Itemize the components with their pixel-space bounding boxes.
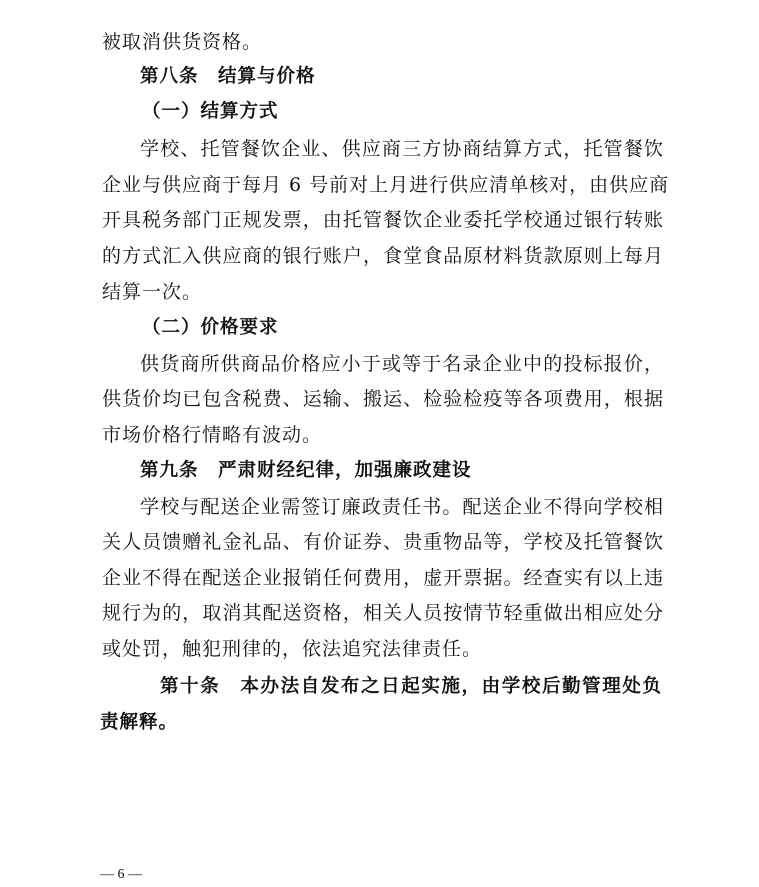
article8-heading: 第八条 结算与价格 bbox=[140, 66, 316, 87]
article8-sub2-heading: （二）价格要求 bbox=[142, 317, 279, 338]
article8-sub1-line: 的方式汇入供应商的银行账户，食堂食品原材料货款原则上每月 bbox=[102, 245, 664, 267]
article8-sub2-line: 供货价均已包含税费、运输、搬运、检验检疫等各项费用，根据 bbox=[102, 388, 664, 410]
article8-sub1-line: 学校、托管餐饮企业、供应商三方协商结算方式，托管餐饮 bbox=[140, 138, 664, 160]
article9-line: 学校与配送企业需签订廉政责任书。配送企业不得向学校相 bbox=[140, 496, 664, 518]
article8-sub2-line: 供货商所供商品价格应小于或等于名录企业中的投标报价， bbox=[140, 353, 664, 375]
article8-sub1-line: 开具税务部门正规发票，由托管餐饮企业委托学校通过银行转账 bbox=[102, 209, 664, 231]
page-number: — 6 — bbox=[100, 867, 142, 882]
article10-line: 责解释。 bbox=[100, 712, 179, 733]
article9-heading: 第九条 严肃财经纪律，加强廉政建设 bbox=[140, 460, 472, 481]
article8-sub1-line: 企业与供应商于每月 6 号前对上月进行供应清单核对，由供应商 bbox=[102, 174, 670, 196]
article9-line: 规行为的，取消其配送资格，相关人员按情节轻重做出相应处分 bbox=[102, 602, 664, 624]
article9-line: 企业不得在配送企业报销任何费用，虚开票据。经查实有以上违 bbox=[102, 567, 664, 589]
article8-sub1-line: 结算一次。 bbox=[102, 281, 203, 303]
article9-line: 关人员馈赠礼金礼品、有价证券、贵重物品等，学校及托管餐饮 bbox=[102, 531, 664, 553]
article8-sub1-heading: （一）结算方式 bbox=[142, 101, 279, 122]
intro-line: 被取消供货资格。 bbox=[102, 31, 263, 53]
article8-sub2-line: 市场价格行情略有波动。 bbox=[102, 424, 323, 446]
article9-line: 或处罚，触犯刑律的，依法追究法律责任。 bbox=[102, 638, 483, 660]
article10-line: 第十条 本办法自发布之日起实施，由学校后勤管理处负 bbox=[160, 676, 662, 697]
